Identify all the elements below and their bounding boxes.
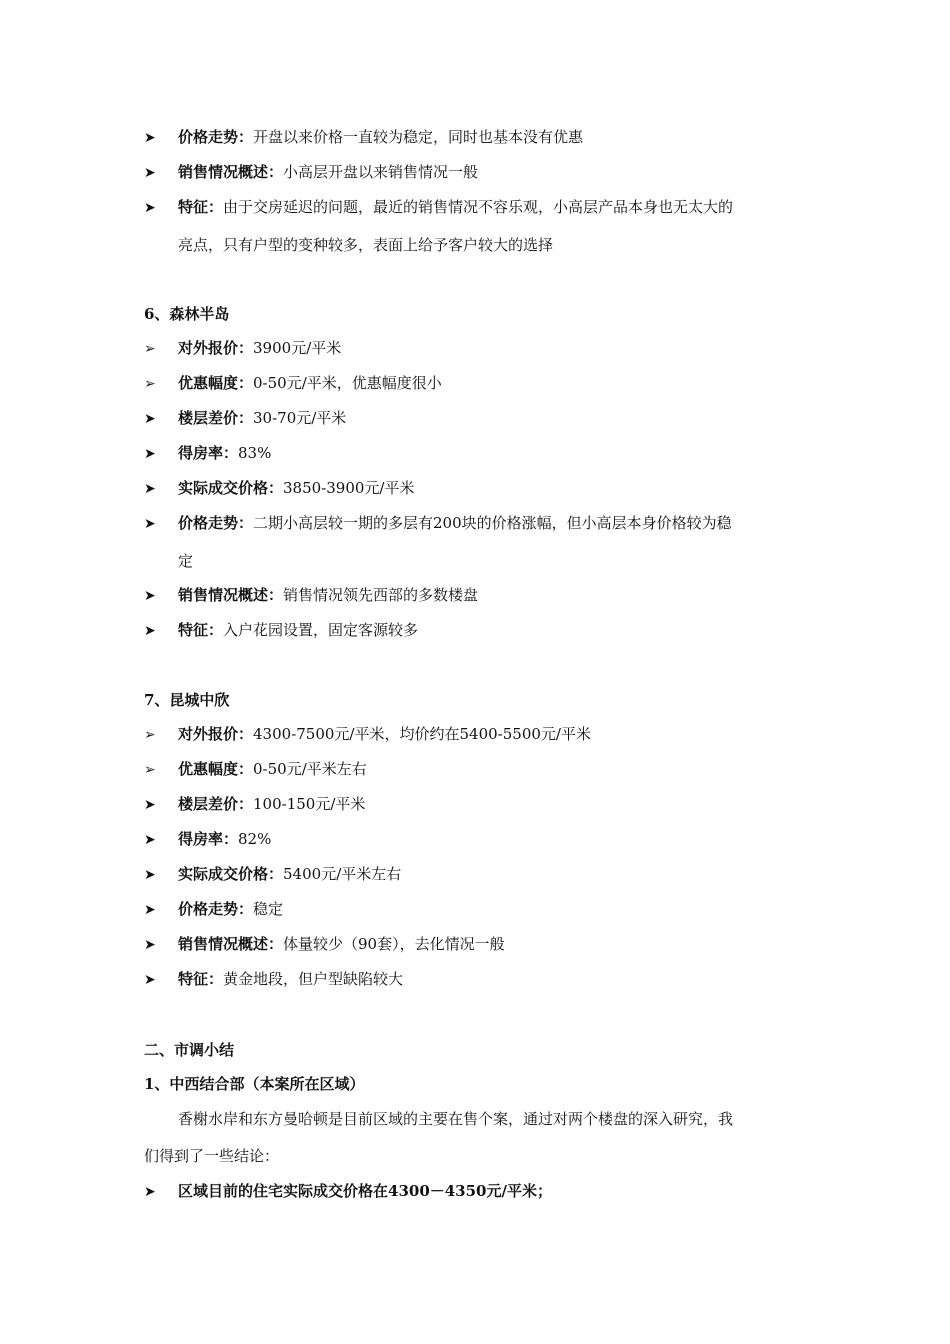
item-text: 开盘以来价格一直较为稳定，同时也基本没有优惠 (253, 128, 584, 146)
item-text: 入户花园设置，固定客源较多 (223, 621, 419, 639)
item-label: 销售情况概述： (178, 586, 284, 604)
item-text: 3900元/平米 (253, 339, 342, 357)
list-item (144, 338, 341, 359)
item-text: 由于交房延迟的问题，最近的销售情况不容乐观，小高层产品本身也无太大的 (223, 198, 734, 216)
item-label: 特征： (178, 621, 224, 639)
item-label: 对外报价： (178, 725, 254, 743)
list-item (144, 1181, 552, 1202)
list-item (144, 443, 271, 464)
item-label: 楼层差价： (178, 795, 254, 813)
arrowhead-bullet-icon: ➤ (144, 937, 156, 953)
item-text: 30-70元/平米 (253, 409, 347, 427)
arrowhead-bullet-icon: ➤ (144, 200, 156, 216)
arrowhead-bullet-icon: ➢ (144, 762, 156, 778)
item-label: 实际成交价格： (178, 479, 284, 497)
item-label: 楼层差价： (178, 409, 254, 427)
arrowhead-bullet-icon: ➤ (144, 902, 156, 918)
item-label: 销售情况概述： (178, 935, 284, 953)
item-text: 销售情况领先西部的多数楼盘 (283, 586, 479, 604)
list-item (144, 373, 442, 394)
list-item (144, 585, 478, 606)
list-item (144, 162, 478, 183)
paragraph-line: 们得到了一些结论： (144, 1147, 280, 1165)
item-label: 得房率： (178, 830, 239, 848)
arrowhead-bullet-icon: ➤ (144, 1184, 156, 1200)
arrowhead-bullet-icon: ➤ (144, 867, 156, 883)
subsection-title: 1、中西结合部（本案所在区域） (144, 1075, 365, 1093)
list-item (144, 794, 365, 815)
section-title: 二、市调小结 (144, 1041, 235, 1059)
arrowhead-bullet-icon: ➤ (144, 516, 156, 532)
item-text: 区域目前的住宅实际成交价格在4300－4350元/平米； (178, 1182, 552, 1200)
list-item (144, 759, 367, 780)
arrowhead-bullet-icon: ➤ (144, 165, 156, 181)
item-text: 3850-3900元/平米 (283, 479, 415, 497)
item-label: 特征： (178, 198, 224, 216)
list-item (144, 829, 271, 850)
item-text: 二期小高层较一期的多层有200块的价格涨幅，但小高层本身价格较为稳 (253, 514, 732, 532)
item-label: 得房率： (178, 444, 239, 462)
arrowhead-bullet-icon: ➢ (144, 341, 156, 357)
item-label: 对外报价： (178, 339, 254, 357)
list-item (144, 899, 283, 920)
paragraph-line: 香榭水岸和东方曼哈顿是目前区域的主要在售个案，通过对两个楼盘的深入研究，我 (178, 1110, 734, 1128)
item-text: 黄金地段，但户型缺陷较大 (223, 970, 404, 988)
item-label: 优惠幅度： (178, 760, 254, 778)
item-text: 5400元/平米左右 (283, 865, 402, 883)
list-item (144, 724, 591, 745)
arrowhead-bullet-icon: ➢ (144, 727, 156, 743)
list-item (144, 408, 346, 429)
arrowhead-bullet-icon: ➢ (144, 376, 156, 392)
item-text: 0-50元/平米左右 (253, 760, 367, 778)
item-continuation: 亮点，只有户型的变种较多，表面上给予客户较大的选择 (178, 236, 554, 254)
list-item (144, 969, 403, 990)
list-item (144, 478, 415, 499)
item-continuation: 定 (178, 552, 194, 570)
list-item (144, 620, 418, 641)
list-item (144, 513, 732, 534)
item-text: 83% (238, 444, 272, 462)
list-item (144, 127, 583, 148)
list-item (144, 864, 401, 885)
item-text: 0-50元/平米，优惠幅度很小 (253, 374, 442, 392)
item-text: 体量较少（90套），去化情况一般 (283, 935, 505, 953)
arrowhead-bullet-icon: ➤ (144, 832, 156, 848)
section-title: 6、森林半岛 (144, 305, 230, 323)
item-text: 稳定 (253, 900, 284, 918)
list-item (144, 197, 733, 218)
arrowhead-bullet-icon: ➤ (144, 797, 156, 813)
item-label: 价格走势： (178, 128, 254, 146)
arrowhead-bullet-icon: ➤ (144, 588, 156, 604)
item-label: 价格走势： (178, 900, 254, 918)
arrowhead-bullet-icon: ➤ (144, 446, 156, 462)
item-label: 销售情况概述： (178, 163, 284, 181)
item-label: 特征： (178, 970, 224, 988)
arrowhead-bullet-icon: ➤ (144, 130, 156, 146)
item-label: 实际成交价格： (178, 865, 284, 883)
arrowhead-bullet-icon: ➤ (144, 623, 156, 639)
item-text: 82% (238, 830, 272, 848)
arrowhead-bullet-icon: ➤ (144, 411, 156, 427)
item-text: 4300-7500元/平米，均价约在5400-5500元/平米 (253, 725, 591, 743)
arrowhead-bullet-icon: ➤ (144, 972, 156, 988)
section-title: 7、昆城中欣 (144, 691, 230, 709)
list-item (144, 934, 505, 955)
arrowhead-bullet-icon: ➤ (144, 481, 156, 497)
item-text: 100-150元/平米 (253, 795, 366, 813)
item-text: 小高层开盘以来销售情况一般 (283, 163, 479, 181)
item-label: 价格走势： (178, 514, 254, 532)
item-label: 优惠幅度： (178, 374, 254, 392)
